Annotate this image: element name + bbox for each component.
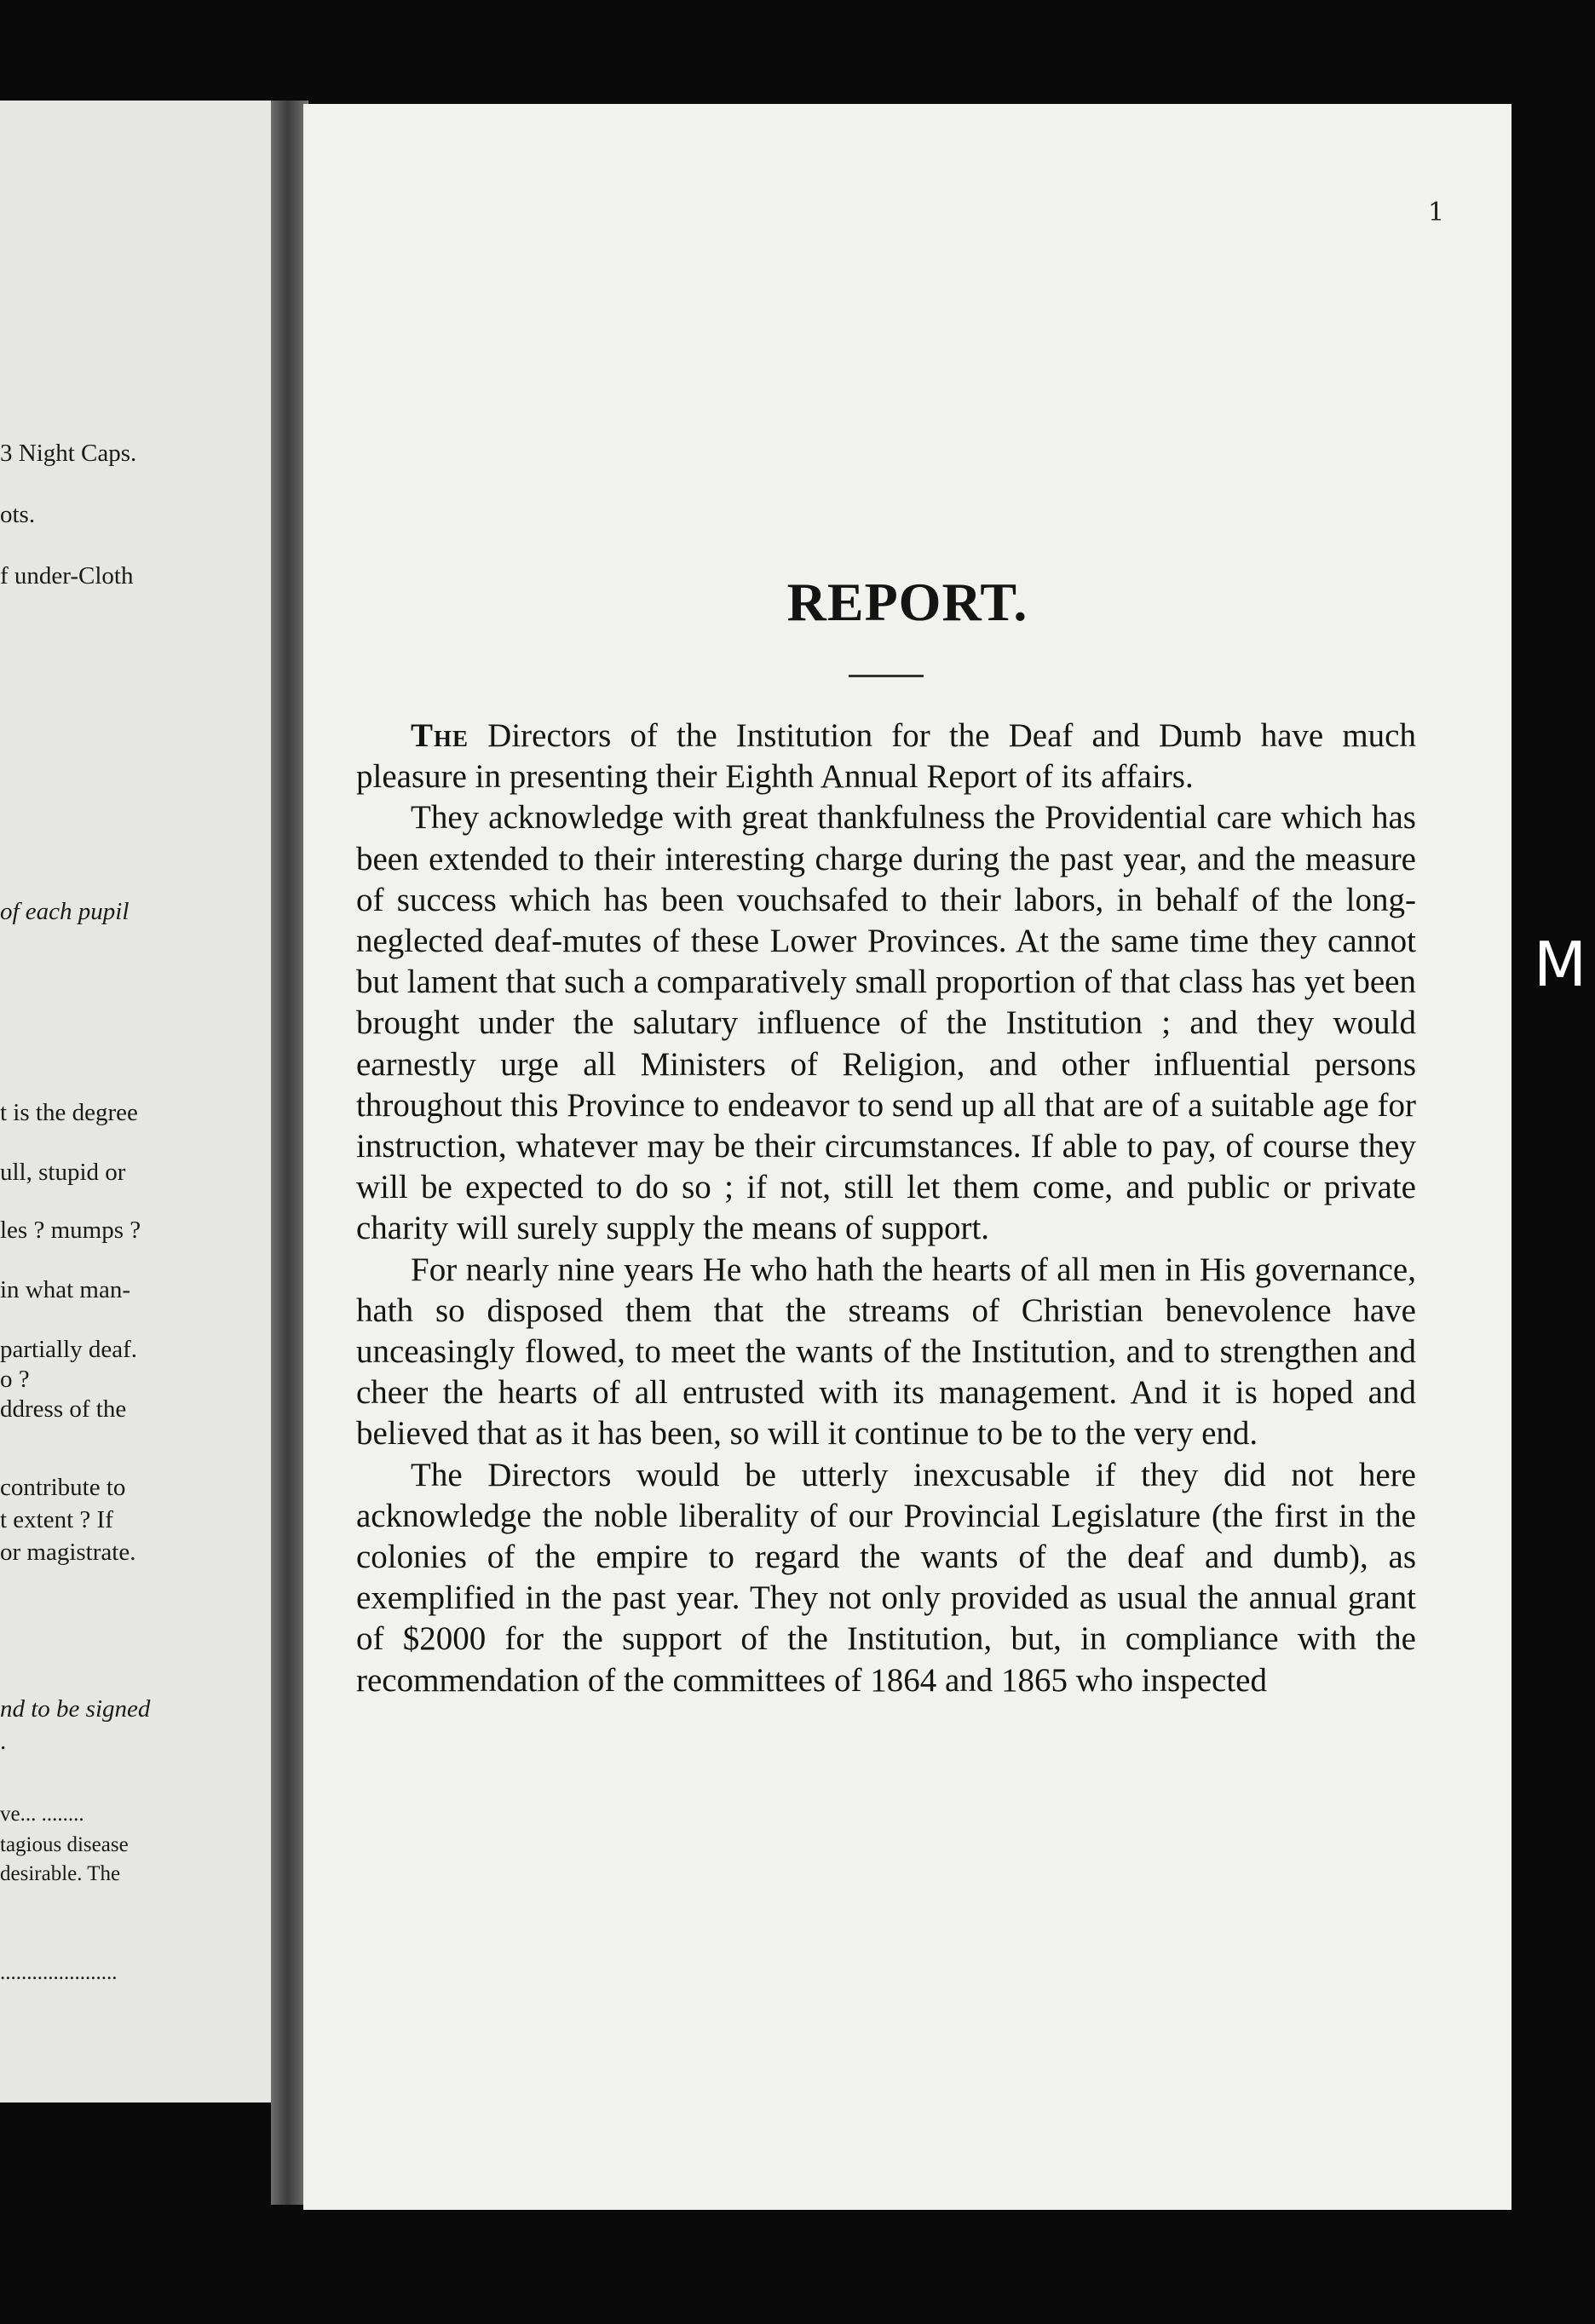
paragraph-text: Directors of the Institution for the Deaf and Dumb have much pleasure in presenting their Eighth Annual Report of its affairs.: [356, 717, 1416, 796]
report-body: [356, 716, 1416, 1701]
margin-mark: M: [1534, 929, 1587, 1000]
paragraph-text: The Directors would be utterly inexcusable if they did not here acknowledge the noble liberality of our Provincial Legislature (the first in the colonies of the empire to regard the wants of the deaf and dumb), as exemplified in the past year. They not only provided as usual the annual grant of $2000 for the support of the Institution, but, in compliance with the recommendation of the committees of 1864 and 1865 who inspected: [356, 1456, 1416, 1699]
paragraph-text: They acknowledge with great thankfulness the Providential care which has been extended to their interesting charge during the past year, and the measure of success which has been vouchsafed to their labors, in behalf of the long-neglected deaf-mutes of these Lower Provinces. At the same time they cannot but lament that such a comparatively small proportion of that class has yet been brought under the salutary influence of the Institution ; and they would earnestly urge all Ministers of Religion, and other influential persons throughout this Province to endeavor to send up all that are of a suitable age for instruction, whatever may be their circumstances. If able to pay, of course they will be expected to do so ; if not, still let them come, and public or private charity will surely supply the means of support.: [356, 799, 1416, 1247]
paragraph-text: For nearly nine years He who hath the hearts of all men in His governance, hath so disposed them that the streams of Christian benevolence have unceasingly flowed, to meet the wants of the Institution, and to strengthen and cheer the hearts of all entrusted with its management. And it is hoped and believed that as it has been, so will it continue to be to the very end.: [356, 1251, 1416, 1452]
left-text-line: t is the degree: [0, 1099, 138, 1126]
report-page: [303, 104, 1512, 2210]
left-text-line: ots.: [0, 501, 36, 528]
left-text-line: t extent ? If: [0, 1506, 113, 1533]
page-mark: 1: [1428, 198, 1445, 227]
left-text-line: les ? mumps ?: [0, 1217, 141, 1244]
left-text-line: contribute to: [0, 1474, 126, 1501]
left-text-line: nd to be signed: [0, 1695, 151, 1723]
left-text-line: partially deaf.: [0, 1336, 138, 1363]
left-text-line: in what man-: [0, 1276, 131, 1303]
left-text-line: .: [0, 1728, 7, 1755]
left-text-line: tagious disease: [0, 1833, 129, 1856]
left-text-line: f under-Cloth: [0, 562, 134, 590]
left-text-line: 3 Night Caps.: [0, 440, 137, 467]
paragraph: [356, 1455, 1416, 1701]
paragraph-lead: The: [411, 717, 469, 754]
left-text-line: ull, stupid or: [0, 1159, 126, 1186]
title-rule: [849, 675, 924, 677]
left-text-line: ......................: [0, 1961, 118, 1984]
paragraph: [356, 716, 1416, 797]
left-text-line: desirable. The: [0, 1862, 121, 1885]
left-text-line: of each pupil: [0, 898, 130, 925]
left-text-line: or magistrate.: [0, 1539, 136, 1566]
paragraph: [356, 797, 1416, 1249]
paragraph: [356, 1250, 1416, 1455]
report-title: REPORT.: [786, 572, 1028, 632]
left-text-line: ddress of the: [0, 1395, 127, 1423]
left-text-line: ve... ........: [0, 1803, 84, 1826]
left-text-line: o ?: [0, 1366, 30, 1393]
left-page-fragment: [0, 101, 274, 2103]
